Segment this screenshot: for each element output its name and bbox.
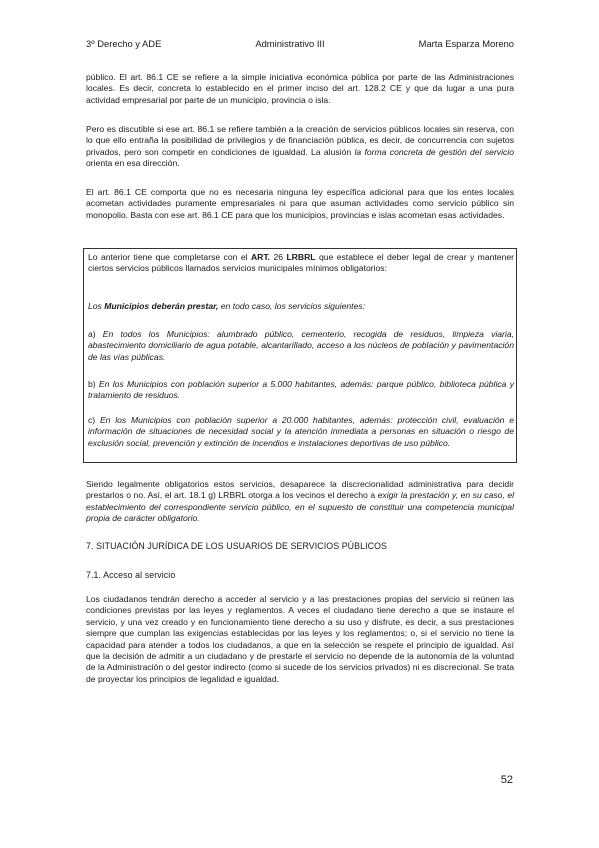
- box-intro-num: 26: [270, 252, 287, 262]
- box-lead-tail: en todo caso, los servicios siguientes:: [218, 301, 366, 311]
- paragraph-4-text: Siendo legalmente obligatorios estos servicios, desaparece la discrecionalidad administrativa para decidir prestarlos o no. Así, el art. 18.1 g) LRBRL otorga a los vecinos el derecho a: [86, 479, 514, 501]
- box-item-a-label: a): [88, 329, 96, 339]
- box-item-a: [88, 329, 514, 363]
- header-course: 3º Derecho y ADE: [86, 38, 162, 49]
- section-title: 7. SITUACIÓN JURÍDICA DE LOS USUARIOS DE SERVICIOS PÚBLICOS: [86, 541, 387, 551]
- paragraph-4-italic: exigir la prestación y, en su caso, el establecimiento del correspondiente servicio público, en el supuesto de constituir una competencia municipal propia de carácter obligatorio.: [86, 490, 515, 524]
- box-intro-law: LRBRL: [286, 252, 316, 262]
- box-item-c-text: En los Municipios con población superior a 20.000 habitantes, además: protección civil, evaluación e información de situaciones de necesidad social y la atención inmediata a personas en situación o riesgo de exclusión social, prevención y extinción de incendios e instalaciones deportivas de uso público.: [88, 415, 514, 448]
- paragraph-1: público. El art. 86.1 CE se refiere a la simple iniciativa económica pública por parte de las Administraciones locales. Es decir, concreta lo establecido en el primer inciso del art. 128.2 CE y que da lugar a una pura actividad empresarial por parte de un municipio, provincia o isla.: [86, 72, 514, 105]
- box-item-c: [88, 415, 514, 449]
- box-intro-art: ART.: [250, 252, 271, 262]
- subsection-title: 7.1. Acceso al servicio: [86, 570, 176, 580]
- paragraph-2-text: Pero es discutible si ese art. 86.1 se refiere también a la creación de servicios públicos locales sin reserva, con lo que ello entraña la posibilidad de privilegios y de financiación pública, es decir, de concurrencia con sujetos privados, pero son competir en condiciones de igualdad. La alusión: [86, 124, 514, 157]
- paragraph-2-italic: la forma concreta de gestión del servicio: [354, 146, 514, 157]
- box-lead-bold: Municipios deberán prestar,: [104, 301, 219, 311]
- box-lead-text: Los: [88, 301, 105, 311]
- box-item-b-text: En los Municipios con población superior a 5.000 habitantes, además: parque público, biblioteca pública y tratamiento de residuos.: [88, 379, 514, 401]
- paragraph-5: Los ciudadanos tendrán derecho a acceder al servicio y a las prestaciones propias del servicio si reúnen las condiciones previstas por las leyes y reglamentos. A veces el ciudadano tiene derecho a que se instaure el servicio, y una vez creado y en funcionamiento tiene derecho a su uso y disfrute, es decir, a sus prestaciones siempre que cumplan las exigencias establecidas por las leyes y los reglamentos; o, si el servicio no tiene la capacidad para atender a todos los ciudadanos, a que en la selección se respete el principio de igualdad. Así que la decisión de admitir a un ciudadano y de prestarle el servicio no depende de la autonomía de la voluntad de la Administración o del gestor indirecto (como si sucede de los servicios privados) ni es discrecional. Se trata de proyectar los principios de legalidad e igualdad.: [86, 594, 514, 684]
- paragraph-4: [86, 479, 514, 525]
- legal-citation-box: [83, 248, 517, 463]
- box-intro: [88, 252, 514, 275]
- box-intro-text: Lo anterior tiene que completarse con el: [88, 252, 251, 262]
- paragraph-3: El art. 86.1 CE comporta que no es necesaria ninguna ley específica adicional para que los entes locales acometan actividades puramente empresariales ni para que asuman actividades como servicio público sin monopolio. Basta con ese art. 86.1 CE para que los municipios, provincias e islas acometan esas actividades.: [86, 187, 514, 220]
- box-item-b: [88, 379, 514, 402]
- paragraph-2: [86, 124, 514, 170]
- box-item-c-label: c): [88, 415, 96, 425]
- page-number: 52: [500, 774, 513, 786]
- header-author: Marta Esparza Moreno: [418, 38, 514, 49]
- box-item-b-label: b): [88, 379, 96, 389]
- box-lead: [88, 301, 514, 312]
- box-item-a-text: En todos los Municipios: alumbrado público, cementerio, recogida de residuos, limpieza viaria, abastecimiento domiciliario de agua potable, alcantarillado, acceso a los núcleos de población y pavimentación de las vías públicas.: [88, 329, 514, 362]
- page-header: [86, 38, 514, 50]
- box-intro-tail: que establece el deber legal de crear y mantener ciertos servicios públicos llamados servicios municipales mínimos obligatorios:: [88, 252, 514, 274]
- paragraph-2-tail: orienta en esa dirección.: [86, 158, 180, 169]
- header-subject: Administrativo III: [255, 38, 325, 49]
